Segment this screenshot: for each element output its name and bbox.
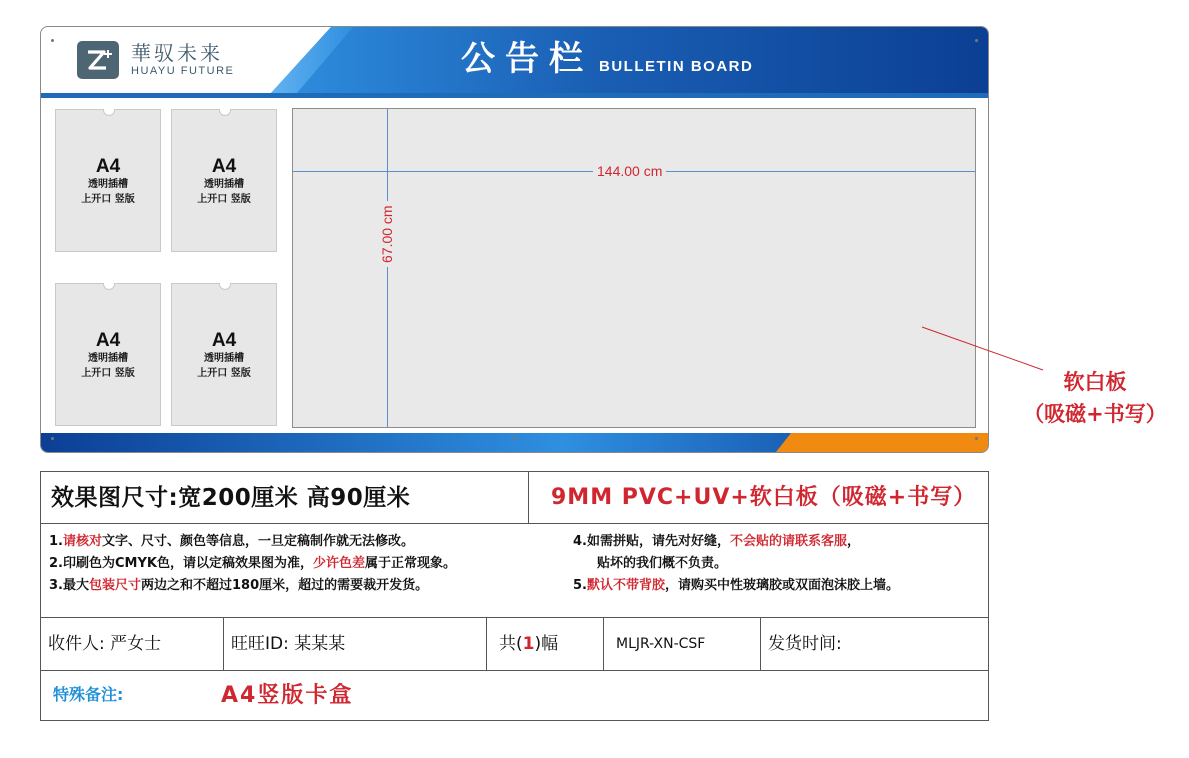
a4-slot: [171, 283, 277, 426]
slot-desc: 透明插槽: [204, 179, 244, 190]
screw-dot: [975, 437, 978, 440]
bulletin-board-mockup: [40, 26, 989, 453]
screw-dot: [975, 39, 978, 42]
slot-desc: 透明插槽: [88, 353, 128, 364]
screw-dot: [51, 437, 54, 440]
board-header: [41, 27, 988, 97]
ship-time: 发货时间:: [768, 634, 842, 654]
special-notes-value: A4竖版卡盒: [221, 683, 354, 708]
header-divider: [41, 93, 988, 98]
a4-slot: [55, 283, 161, 426]
slot-desc: 上开口 竖版: [81, 194, 135, 205]
special-notes-row: [41, 671, 988, 721]
slot-desc: 透明插槽: [204, 353, 244, 364]
soft-whiteboard-area: [292, 108, 976, 428]
callout-subtitle: （吸磁+书写）: [1023, 402, 1167, 426]
board-title-chinese: 公告栏: [461, 39, 593, 79]
slot-desc: 上开口 竖版: [197, 194, 251, 205]
special-notes-label: 特殊备注:: [53, 685, 124, 704]
screw-dot: [513, 437, 516, 440]
slot-desc: 上开口 竖版: [81, 368, 135, 379]
a4-slot: [55, 109, 161, 252]
slot-desc: 透明插槽: [88, 179, 128, 190]
slot-size: A4: [211, 330, 237, 351]
logo-chinese-name: 華驭未来: [131, 41, 223, 65]
logo-mark-icon: [77, 41, 119, 79]
height-dimension-label: 67.00 cm: [378, 201, 396, 267]
logo-english-name: HUAYU FUTURE: [131, 65, 235, 77]
slot-size: A4: [211, 156, 237, 177]
panel-count: 共(1)幅: [487, 618, 604, 671]
board-title: [461, 39, 753, 79]
slot-desc: 上开口 竖版: [197, 368, 251, 379]
render-size: 效果图尺寸:宽200厘米 高90厘米: [41, 472, 529, 524]
note-2: 2.印刷色为CMYK色，请以定稿效果图为准，少许色差属于正常现象。: [49, 556, 456, 571]
wangwang-id: 旺旺ID: 某某某: [224, 618, 487, 671]
board-footer-stripe: [41, 433, 988, 452]
whiteboard-callout: [1010, 366, 1180, 430]
note-4-continued: 贴坏的我们概不负责。: [597, 556, 728, 571]
slot-size: A4: [95, 156, 121, 177]
note-1: 1.请核对文字、尺寸、颜色等信息，一旦定稿制作就无法修改。: [49, 534, 415, 549]
height-dimension-line: [387, 109, 388, 427]
order-info-row: [41, 618, 988, 671]
product-code: MLJR-XN-CSF: [604, 618, 761, 671]
width-dimension-label: 144.00 cm: [593, 162, 666, 180]
slot-size: A4: [95, 330, 121, 351]
callout-title: 软白板: [1063, 370, 1127, 394]
material-spec: 9MM PVC+UV+软白板（吸磁+书写）: [551, 485, 977, 510]
note-5: 5.默认不带背胶，请购买中性玻璃胶或双面泡沫胶上墙。: [573, 578, 900, 593]
note-4: 4.如需拼贴，请先对好缝，不会贴的请联系客服，: [573, 534, 861, 549]
spec-notes: [41, 524, 988, 618]
brand-logo: [77, 41, 234, 79]
a4-slot: [171, 109, 277, 252]
spec-table: [40, 471, 989, 721]
screw-dot: [51, 39, 54, 42]
note-3: 3.最大包装尺寸两边之和不超过180厘米，超过的需要裁开发货。: [49, 578, 429, 593]
spec-size-row: [41, 472, 988, 524]
board-title-english: BULLETIN BOARD: [599, 58, 754, 75]
recipient: 收件人: 严女士: [41, 618, 224, 671]
